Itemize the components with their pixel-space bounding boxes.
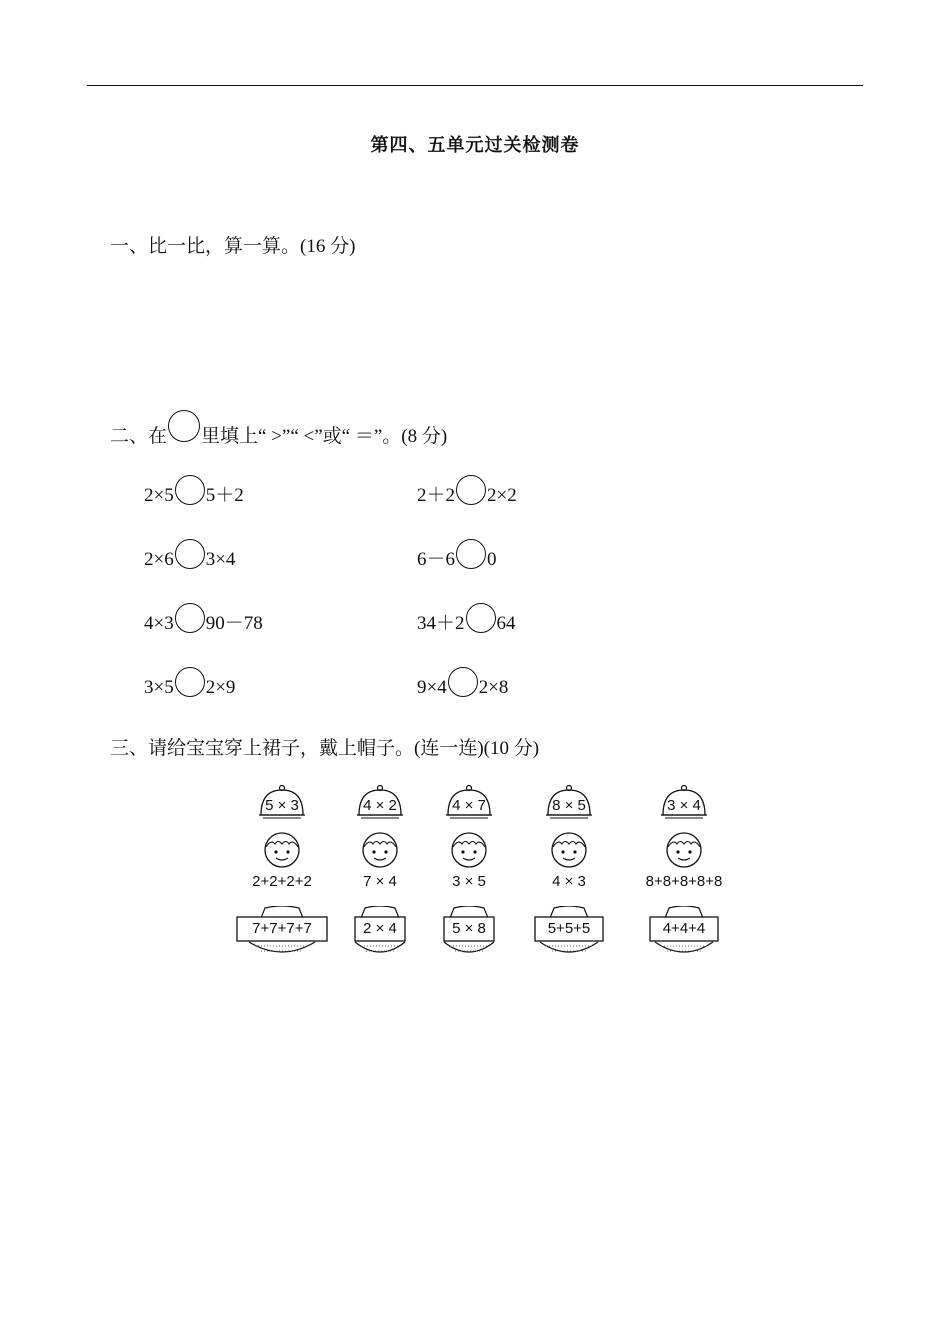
section2-heading	[110, 410, 447, 448]
match-column-5	[629, 778, 739, 968]
compare-item-8	[417, 667, 508, 699]
answer-circle[interactable]	[448, 667, 478, 697]
compare-right: 64	[496, 613, 516, 634]
compare-item-7	[144, 667, 235, 699]
hat-label: 8 × 5	[552, 797, 586, 814]
compare-left: 2×5	[144, 485, 174, 506]
hat[interactable]	[544, 782, 594, 820]
baby-face-icon	[550, 831, 588, 869]
compare-right: 2×8	[478, 677, 509, 698]
baby-label: 8+8+8+8+8	[645, 873, 723, 890]
compare-right: 5＋2	[205, 485, 244, 506]
compare-right: 2×9	[205, 677, 236, 698]
compare-item-3	[144, 539, 235, 571]
answer-circle[interactable]	[456, 475, 486, 505]
compare-item-6	[417, 603, 516, 635]
hat[interactable]	[444, 782, 494, 820]
baby-label: 2+2+2+2	[252, 873, 312, 890]
skirt[interactable]	[351, 906, 409, 958]
compare-left: 2×6	[144, 549, 174, 570]
hat[interactable]	[257, 782, 307, 820]
match-column-3	[414, 778, 524, 968]
section1-heading: 一、比一比，算一算。(16 分)	[110, 236, 356, 257]
hat-label: 3 × 4	[667, 797, 701, 814]
match-column-4	[514, 778, 624, 968]
answer-circle[interactable]	[175, 475, 205, 505]
baby-face-icon	[450, 831, 488, 869]
baby-face-icon	[263, 831, 301, 869]
baby-label: 4 × 3	[552, 873, 586, 890]
skirt[interactable]	[647, 906, 721, 958]
hat-label: 4 × 7	[452, 797, 486, 814]
answer-circle[interactable]	[456, 539, 486, 569]
answer-circle[interactable]	[175, 603, 205, 633]
compare-right: 2×2	[487, 485, 517, 506]
compare-left: 2＋2	[417, 485, 456, 506]
section2-heading-pre: 二、在	[110, 426, 168, 447]
baby-label: 3 × 5	[452, 873, 486, 890]
baby-label: 7 × 4	[363, 873, 397, 890]
compare-item-4	[417, 539, 497, 571]
compare-left: 4×3	[144, 613, 174, 634]
answer-circle[interactable]	[466, 603, 496, 633]
page-title: 第四、五单元过关检测卷	[370, 135, 580, 156]
skirt-label: 4+4+4	[662, 920, 706, 937]
answer-circle[interactable]	[175, 667, 205, 697]
hat-label: 4 × 2	[363, 797, 397, 814]
skirt[interactable]	[532, 906, 606, 958]
match-column-1	[227, 778, 337, 968]
compare-item-2	[417, 475, 517, 507]
compare-item-1	[144, 475, 244, 507]
hat[interactable]	[659, 782, 709, 820]
compare-left: 6－6	[417, 549, 456, 570]
compare-left: 3×5	[144, 677, 174, 698]
section2-heading-post: 里填上“ >”“ <”或“ ＝”。(8 分)	[201, 426, 448, 447]
matching-figure	[230, 778, 750, 968]
compare-item-5	[144, 603, 263, 635]
compare-left: 34＋2	[417, 613, 465, 634]
skirt-label: 2 × 4	[363, 920, 397, 937]
hat[interactable]	[355, 782, 405, 820]
answer-circle[interactable]	[175, 539, 205, 569]
skirt-label: 5+5+5	[547, 920, 591, 937]
compare-right: 0	[487, 549, 497, 570]
circle-icon	[168, 410, 200, 442]
skirt[interactable]	[440, 906, 498, 958]
baby-face-icon	[361, 831, 399, 869]
skirt-label: 7+7+7+7	[252, 920, 312, 937]
skirt[interactable]	[235, 906, 329, 958]
section3-heading: 三、请给宝宝穿上裙子，戴上帽子。(连一连)(10 分)	[110, 738, 540, 759]
compare-right: 90－78	[205, 613, 263, 634]
hat-label: 5 × 3	[265, 797, 299, 814]
top-rule	[87, 85, 863, 86]
baby-face-icon	[665, 831, 703, 869]
compare-left: 9×4	[417, 677, 447, 698]
compare-right: 3×4	[205, 549, 236, 570]
skirt-label: 5 × 8	[452, 920, 486, 937]
